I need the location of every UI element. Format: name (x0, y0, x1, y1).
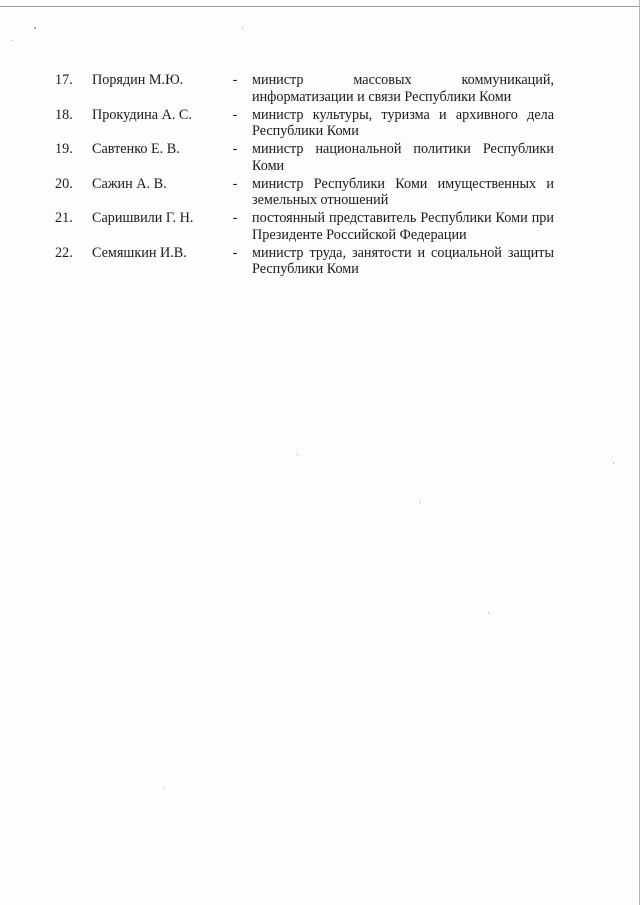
item-number: 20. (55, 175, 73, 192)
member-name: Семяшкин И.В. (92, 244, 187, 261)
scan-edge-top (0, 6, 640, 7)
item-number: 17. (55, 72, 73, 88)
member-position: министр Республики Коми имущественных и земельных отношений (252, 175, 554, 208)
list-item (52, 107, 562, 140)
scan-speck (242, 27, 243, 28)
dash-separator: - (232, 141, 238, 157)
scan-speck (163, 788, 164, 789)
item-number: 18. (55, 106, 73, 123)
scan-speck (613, 463, 614, 464)
member-position: министр массовых коммуникаций, информатизации и связи Республики Коми (252, 72, 554, 105)
item-number: 22. (55, 244, 73, 261)
scan-speck (420, 502, 421, 503)
member-name: Сажин А. В. (92, 175, 167, 192)
scan-speck (297, 454, 298, 455)
scan-speck (34, 27, 36, 29)
member-name: Савтенко Е. В. (92, 141, 180, 157)
member-name: Саришвили Г. Н. (92, 210, 194, 226)
member-position: министр культуры, туризма и архивного дела Республики Коми (252, 106, 554, 139)
scan-speck (488, 612, 489, 613)
item-number: 19. (55, 141, 73, 157)
dash-separator: - (232, 72, 238, 88)
list-item (52, 141, 562, 174)
members-list (52, 72, 562, 279)
scan-speck (12, 40, 13, 41)
dash-separator: - (232, 175, 238, 192)
dash-separator: - (232, 210, 238, 226)
member-position: министр национальной политики Республики Коми (252, 141, 554, 174)
dash-separator: - (232, 106, 238, 123)
dash-separator: - (232, 244, 238, 261)
member-name: Порядин М.Ю. (92, 72, 184, 88)
list-item (52, 210, 562, 243)
list-item (52, 72, 562, 105)
list-item (52, 245, 562, 278)
member-name: Прокудина А. С. (92, 106, 192, 123)
member-position: министр труда, занятости и социальной защиты Республики Коми (252, 244, 554, 277)
list-item (52, 176, 562, 209)
item-number: 21. (55, 210, 73, 226)
member-position: постоянный представитель Республики Коми при Президенте Российской Федерации (252, 210, 554, 243)
